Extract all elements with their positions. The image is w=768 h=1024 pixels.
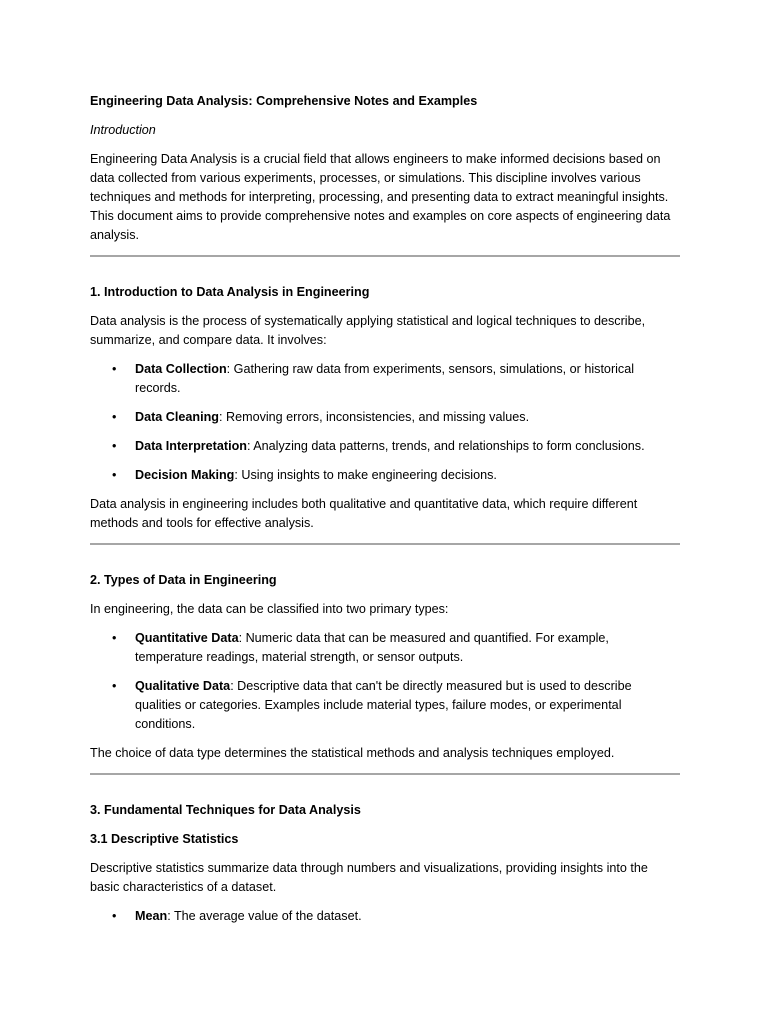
section-lead: In engineering, the data can be classified into two primary types:: [90, 602, 449, 616]
list-item-term: Qualitative Data: [135, 679, 231, 693]
section-1: [90, 283, 680, 533]
list-item-term: Data Interpretation: [135, 439, 247, 453]
list-item-text: : Analyzing data patterns, trends, and relationships to form conclusions.: [246, 439, 645, 453]
list-item: [90, 360, 680, 398]
bullet-list: [90, 360, 680, 485]
list-item: [90, 437, 680, 456]
list-item: [90, 629, 680, 667]
bullet-list: [90, 907, 680, 926]
list-item-text: : The average value of the dataset.: [167, 909, 362, 923]
bullet-icon: •: [112, 410, 117, 424]
section-3: [90, 801, 680, 926]
list-item-term: Mean: [135, 909, 168, 923]
section-heading: 3. Fundamental Techniques for Data Analysis: [90, 803, 361, 817]
section-divider: [90, 773, 680, 775]
bullet-icon: •: [112, 468, 117, 482]
bullet-icon: •: [112, 362, 117, 376]
list-item: [90, 907, 680, 926]
bullet-icon: •: [112, 909, 117, 923]
list-item-term: Data Cleaning: [135, 410, 219, 424]
document-title: Engineering Data Analysis: Comprehensive Notes and Examples: [90, 94, 478, 108]
list-item-text: : Numeric data that can be measured and quantified. For example, temperature readings, material strength, or sensor outputs.: [135, 631, 609, 664]
list-item-term: Decision Making: [135, 468, 235, 482]
list-item-text: : Descriptive data that can't be directly measured but is used to describe qualities or categories. Examples include material types, failure modes, or experimental conditions.: [135, 679, 632, 731]
section-lead: Descriptive statistics summarize data through numbers and visualizations, providing insights into the basic characteristics of a dataset.: [90, 861, 648, 894]
list-item: [90, 677, 680, 734]
section-divider: [90, 543, 680, 545]
list-item-text: : Using insights to make engineering decisions.: [234, 468, 497, 482]
list-item-text: : Gathering raw data from experiments, sensors, simulations, or historical records.: [135, 362, 635, 395]
section-heading: 2. Types of Data in Engineering: [90, 573, 277, 587]
bullet-icon: •: [112, 631, 117, 645]
list-item-text: : Removing errors, inconsistencies, and missing values.: [218, 410, 530, 424]
subsection-heading: 3.1 Descriptive Statistics: [90, 832, 239, 846]
bullet-list: [90, 629, 680, 734]
bullet-icon: •: [112, 439, 117, 453]
intro-paragraph: Engineering Data Analysis is a crucial field that allows engineers to make informed decisions based on data collected from various experiments, processes, or simulations. This discipline involves various techniques and methods for interpreting, processing, and presenting data to extract meaningful insights. This document aims to provide comprehensive notes and examples on core aspects of engineering data analysis.: [90, 152, 671, 242]
section-closing: The choice of data type determines the statistical methods and analysis techniques employed.: [90, 746, 615, 760]
section-heading: 1. Introduction to Data Analysis in Engineering: [90, 285, 370, 299]
list-item: [90, 408, 680, 427]
list-item-term: Data Collection: [135, 362, 227, 376]
list-item: [90, 466, 680, 485]
section-closing: Data analysis in engineering includes both qualitative and quantitative data, which require different methods and tools for effective analysis.: [90, 497, 638, 530]
section-lead: Data analysis is the process of systematically applying statistical and logical techniques to describe, summarize, and compare data. It involves:: [90, 314, 646, 347]
bullet-icon: •: [112, 679, 117, 693]
list-item-term: Quantitative Data: [135, 631, 239, 645]
intro-heading: Introduction: [90, 123, 156, 137]
section-2: [90, 571, 680, 763]
section-divider: [90, 255, 680, 257]
document-page: [90, 92, 680, 936]
